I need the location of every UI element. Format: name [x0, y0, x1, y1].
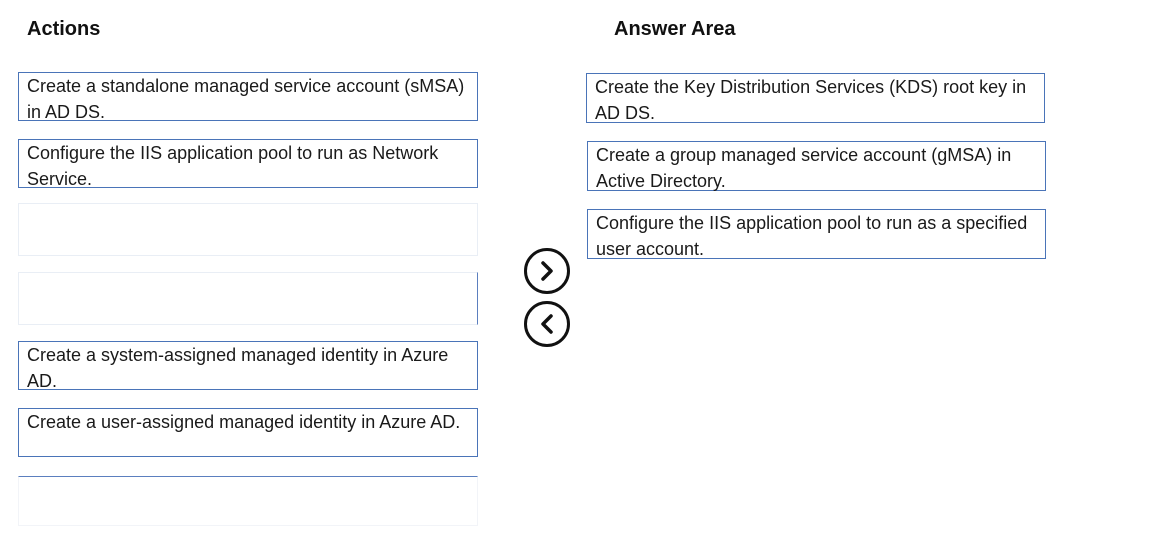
- action-item-system-assigned-identity[interactable]: Create a system-assigned managed identity in Azure AD.: [18, 341, 478, 390]
- answer-item-kds-root-key[interactable]: Create the Key Distribution Services (KDS) root key in AD DS.: [586, 73, 1045, 123]
- chevron-left-icon: [527, 304, 567, 344]
- answer-area-heading: Answer Area: [614, 18, 736, 40]
- answer-item-gmsa[interactable]: Create a group managed service account (gMSA) in Active Directory.: [587, 141, 1046, 191]
- answer-item-iis-specified-user[interactable]: Configure the IIS application pool to run as a specified user account.: [587, 209, 1046, 259]
- move-left-button[interactable]: [524, 301, 570, 347]
- action-slot-empty[interactable]: [18, 272, 478, 325]
- action-item-smsa[interactable]: Create a standalone managed service account (sMSA) in AD DS.: [18, 72, 478, 121]
- action-slot-empty[interactable]: [18, 203, 478, 256]
- chevron-right-icon: [527, 251, 567, 291]
- action-item-user-assigned-identity[interactable]: Create a user-assigned managed identity in Azure AD.: [18, 408, 478, 457]
- action-slot-empty[interactable]: [18, 476, 478, 526]
- action-item-network-service[interactable]: Configure the IIS application pool to run as Network Service.: [18, 139, 478, 188]
- actions-heading: Actions: [27, 18, 101, 40]
- move-right-button[interactable]: [524, 248, 570, 294]
